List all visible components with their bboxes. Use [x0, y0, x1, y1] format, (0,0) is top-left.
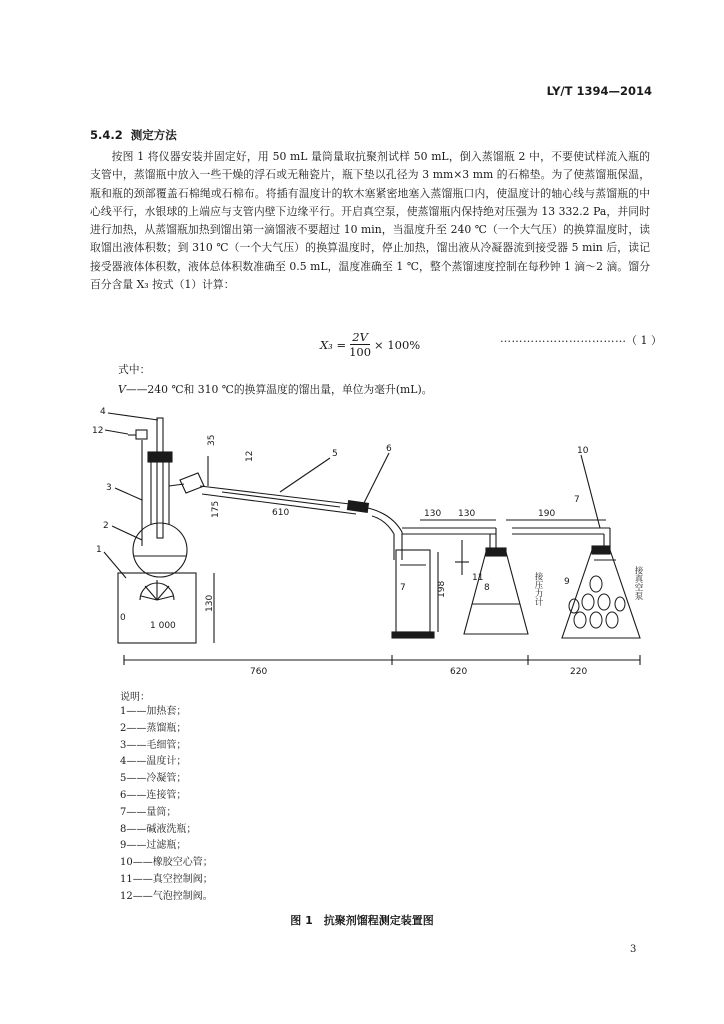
callout-1: 1 — [96, 545, 102, 555]
callout-9: 9 — [564, 577, 570, 587]
formula-suffix: × 100% — [374, 337, 421, 352]
callout-6: 6 — [386, 444, 392, 454]
dim-760: 760 — [250, 667, 268, 677]
callout-10: 10 — [577, 446, 589, 456]
legend-title: 说明： — [120, 692, 150, 703]
legend-item: 8——碱液洗瓶； — [120, 823, 197, 835]
dim-190: 190 — [538, 509, 556, 519]
formula-lhs: X₃ = — [320, 337, 347, 352]
dim-130-v: 130 — [205, 594, 215, 612]
dim-620: 620 — [450, 667, 468, 677]
dial-max: 1 000 — [150, 621, 176, 631]
variable-symbol: V — [118, 383, 126, 396]
variable-description: ——240 ℃和 310 ℃的换算温度的馏出量，单位为毫升(mL)。 — [125, 383, 433, 396]
variable-definition — [118, 382, 432, 397]
legend-item: 2——蒸馏瓶； — [120, 722, 187, 734]
dim-198: 198 — [437, 580, 447, 598]
dim-130-b: 130 — [458, 509, 476, 519]
pressure-gauge-label: 接压力计 — [533, 572, 543, 606]
bubble-valve — [136, 430, 147, 439]
legend-item: 10——橡胶空心管； — [120, 857, 213, 869]
legend-list — [120, 704, 213, 906]
dim-220: 220 — [570, 667, 588, 677]
section-number: 5.4.2 — [90, 128, 123, 142]
section-title: 测定方法 — [130, 128, 177, 142]
standard-number: LY/T 1394—2014 — [546, 84, 652, 98]
callout-12: 12 — [92, 426, 104, 436]
dim-175: 175 — [211, 500, 221, 518]
dial-zero: 0 — [120, 613, 126, 623]
section-heading — [90, 127, 177, 143]
callout-11: 11 — [472, 573, 484, 583]
legend-item: 4——温度计； — [120, 756, 187, 768]
equation-number: （ 1 ） — [626, 334, 662, 347]
callout-4: 4 — [100, 407, 106, 417]
legend-item: 12——气泡控制阀。 — [120, 890, 213, 902]
dim-12: 12 — [245, 450, 255, 462]
formula-fraction — [349, 330, 371, 359]
apparatus-diagram — [0, 400, 724, 685]
callout-7: 7 — [400, 583, 406, 593]
legend-item: 1——加热套； — [120, 706, 187, 717]
callout-7b: 7 — [574, 495, 580, 505]
formula-denominator: 100 — [349, 345, 372, 359]
dim-130-a: 130 — [424, 509, 442, 519]
condenser-inlet — [180, 473, 204, 493]
figure-caption: 图 1 抗聚剂馏程测定装置图 — [290, 914, 434, 927]
method-paragraph: 按图 1 将仪器安装并固定好，用 50 mL 量筒量取抗聚剂试样 50 mL，倒入蒸馏瓶 2 中，不要使试样流入瓶的支管中，蒸馏瓶中放入一些干燥的浮石或无釉瓷片，瓶下垫以孔径为 3 mm×3 mm 的石棉垫。为了使蒸馏瓶保温，瓶和瓶的颈部覆盖石棉绳或石棉布。将插有温度计的软木塞紧密地塞入蒸馏瓶口内，使温度计的轴心线与蒸馏瓶的中心线平行，水银球的上端应与支管内壁下边缘平行。开启真空泵，使蒸馏瓶内保持绝对压强为 13 332.2 Pa，并同时进行加热，从蒸馏瓶加热到馏出第一滴馏液不要超过 10 min，当温度升至 240 ℃（一个大气压）的换算温度时，读取馏出液体积数；到 310 ℃（一个大气压）的换算温度时，停止加热，馏出液从冷凝器流到接受器 5 min 后，读记接受器液体体积数，液体总体积数准确至 0.5 mL，温度准确至 1 ℃，整个蒸馏速度控制在每秒钟 1 滴～2 滴。馏分百分含量 X₃ 按式（1）计算： — [90, 150, 650, 292]
formula — [320, 330, 420, 359]
legend-item: 5——冷凝管； — [120, 773, 187, 785]
dim-35: 35 — [207, 434, 217, 446]
callout-3: 3 — [106, 483, 112, 493]
legend-item: 7——量筒； — [120, 806, 177, 818]
legend-item: 3——毛细管； — [120, 739, 187, 751]
where-label: 式中： — [118, 363, 151, 376]
dim-610: 610 — [272, 508, 290, 518]
callout-2: 2 — [103, 521, 109, 531]
page-number: 3 — [630, 944, 637, 955]
legend-item: 6——连接管； — [120, 789, 187, 801]
alkali-wash-bottle — [464, 552, 528, 634]
formula-leader: …………………………… — [500, 332, 627, 345]
cork-stopper — [148, 452, 172, 462]
body-text — [90, 148, 650, 294]
legend-item: 9——过滤瓶； — [120, 840, 187, 852]
thermometer — [157, 418, 163, 538]
vacuum-pump-label: 接真空泵 — [633, 566, 643, 600]
distilling-flask — [133, 523, 187, 577]
formula-numerator: 2V — [352, 330, 368, 344]
connector-tube — [347, 501, 368, 513]
callout-5: 5 — [332, 449, 338, 459]
condenser-tube — [200, 486, 358, 505]
legend-item: 11——真空控制阀； — [120, 873, 213, 885]
callout-8: 8 — [484, 583, 490, 593]
